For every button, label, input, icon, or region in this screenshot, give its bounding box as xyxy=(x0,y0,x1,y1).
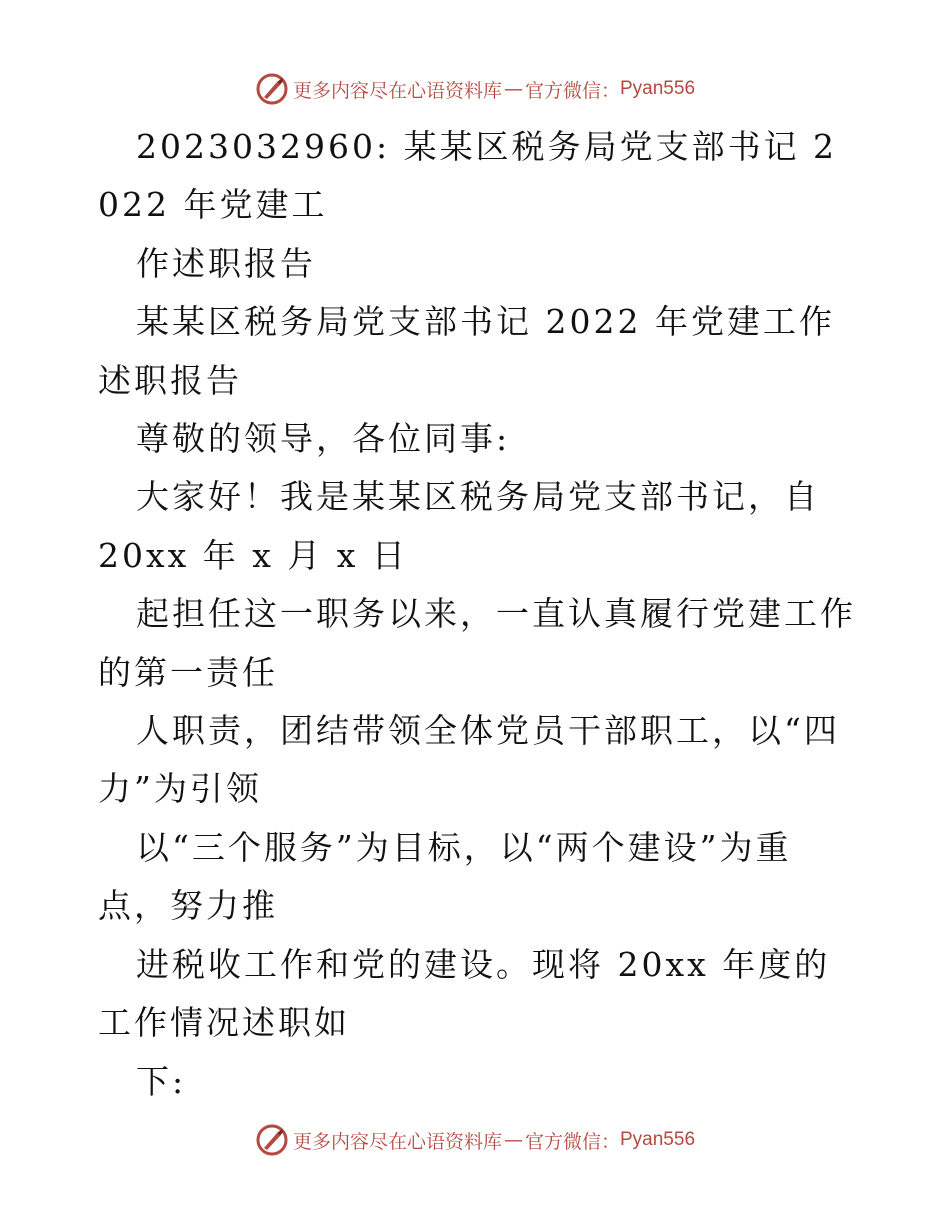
document-line: 以“三个服务”为目标，以“两个建设”为重点，努力推 xyxy=(98,827,792,926)
header-watermark xyxy=(0,72,950,106)
watermark-text: 更多内容尽在心语资料库 xyxy=(292,1130,502,1153)
footer-watermark xyxy=(0,1123,950,1157)
watermark-separator: — xyxy=(503,1129,523,1151)
document-line: 人职责，团结带领全体党员干部职工，以“四力”为引领 xyxy=(98,711,840,809)
document-line: 某某区税务局党支部书记 2022 年党建工作述职报告 xyxy=(98,302,835,400)
document-line: 2023032960: 某某区税务局党支部书记 2022 年党建工 xyxy=(98,127,838,225)
document-line: 作述职报告 xyxy=(136,243,316,283)
quill-logo-icon xyxy=(255,1123,289,1157)
document-line: 尊敬的领导，各位同事: xyxy=(136,419,511,459)
watermark-wechat-id: Pyan556 xyxy=(620,1129,696,1150)
quill-logo-icon xyxy=(255,72,289,106)
document-line: 进税收工作和党的建设。现将 20xx 年度的工作情况述职如 xyxy=(98,944,831,1043)
watermark-text: 更多内容尽在心语资料库 xyxy=(292,79,502,102)
document-line: 20xx 年 x 月 x 日 xyxy=(98,535,408,575)
document-line: 大家好！我是某某区税务局党支部书记，自 xyxy=(136,477,820,517)
watermark-wechat-label: 官方微信： xyxy=(524,1130,620,1153)
watermark-wechat-id: Pyan556 xyxy=(620,78,696,99)
document-line: 下: xyxy=(136,1061,187,1101)
watermark-separator: — xyxy=(503,78,523,100)
watermark-wechat-label: 官方微信： xyxy=(524,79,620,102)
document-body xyxy=(98,118,858,1111)
document-line: 起担任这一职务以来，一直认真履行党建工作的第一责任 xyxy=(98,594,856,692)
